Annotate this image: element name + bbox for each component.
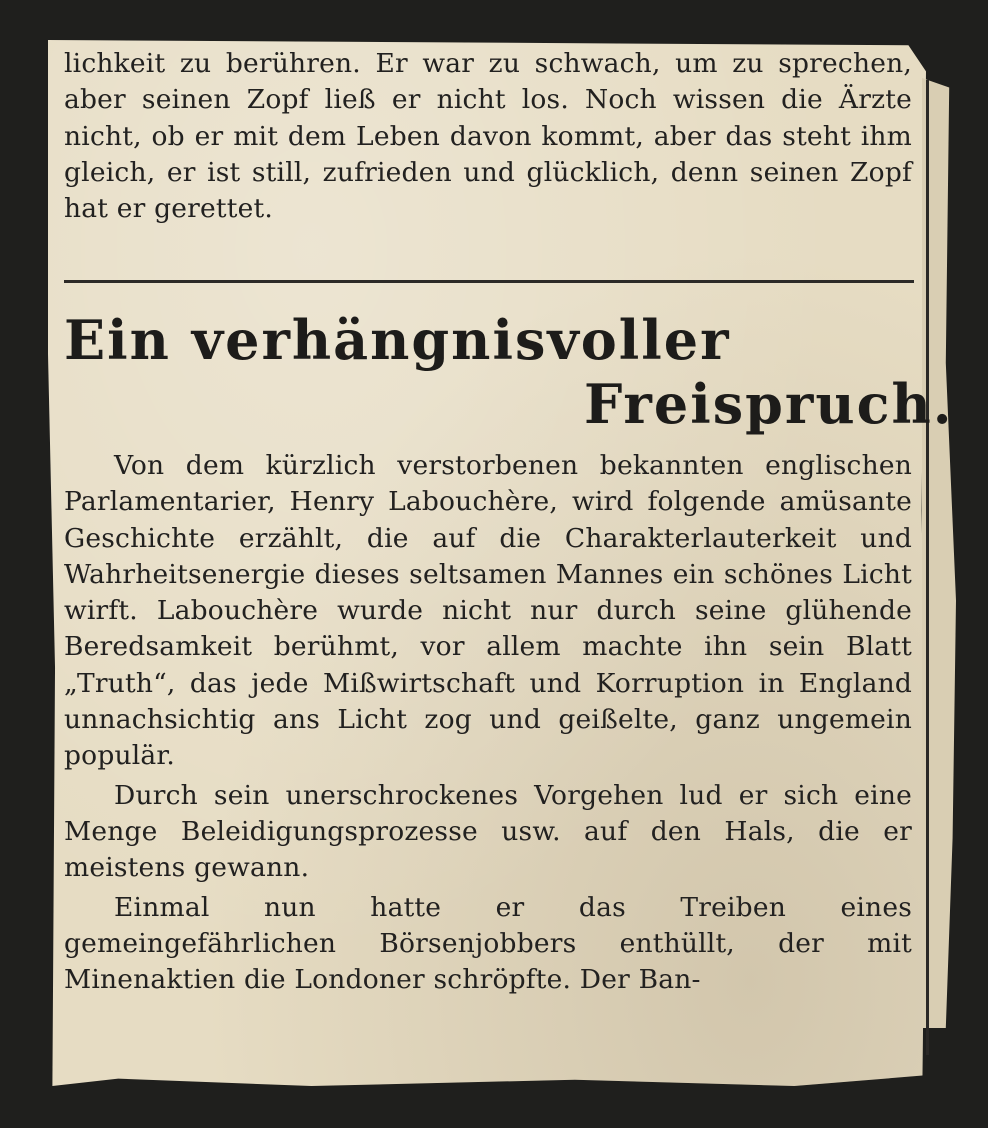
article-body	[64, 448, 912, 998]
column-rule-vertical	[926, 80, 929, 1055]
headline-line-1: Ein verhängnisvoller	[64, 308, 731, 372]
article-separator-rule	[64, 280, 914, 283]
article-paragraph-1: Von dem kürzlich verstorbenen bekannten englischen Parlamentarier, Henry Labouchère, wird folgende amüsante Geschichte erzählt, die auf die Charakterlauterkeit und Wahrheitsenergie dieses seltsamen Mannes ein schönes Licht wirft. Labouchère wurde nicht nur durch seine glühende Beredsamkeit berühmt, vor allem machte ihn sein Blatt „Truth“, das jede Mißwirtschaft und Korruption in England unnachsichtig ans Licht zog und geißelte, ganz ungemein populär.	[64, 450, 912, 772]
headline-line-2: Freispruch.	[584, 372, 954, 436]
previous-article-ending: lichkeit zu berühren. Er war zu schwach, um zu sprechen, aber seinen Zopf ließ er nicht los. Noch wissen die Ärzte nicht, ob er mit dem Leben davon kommt, aber das steht ihm gleich, er ist still, zufrieden und glücklich, denn seinen Zopf hat er gerettet.	[64, 48, 912, 225]
article-paragraph-3: Einmal nun hatte er das Treiben eines gemeingefährlichen Börsenjobbers enthüllt, der mit Minenaktien die Londoner schröpfte. Der Ban-	[64, 891, 912, 996]
article-paragraph-2: Durch sein unerschrockenes Vorgehen lud er sich eine Menge Beleidigungsprozesse usw. auf den Hals, die er meistens gewann.	[64, 779, 912, 884]
